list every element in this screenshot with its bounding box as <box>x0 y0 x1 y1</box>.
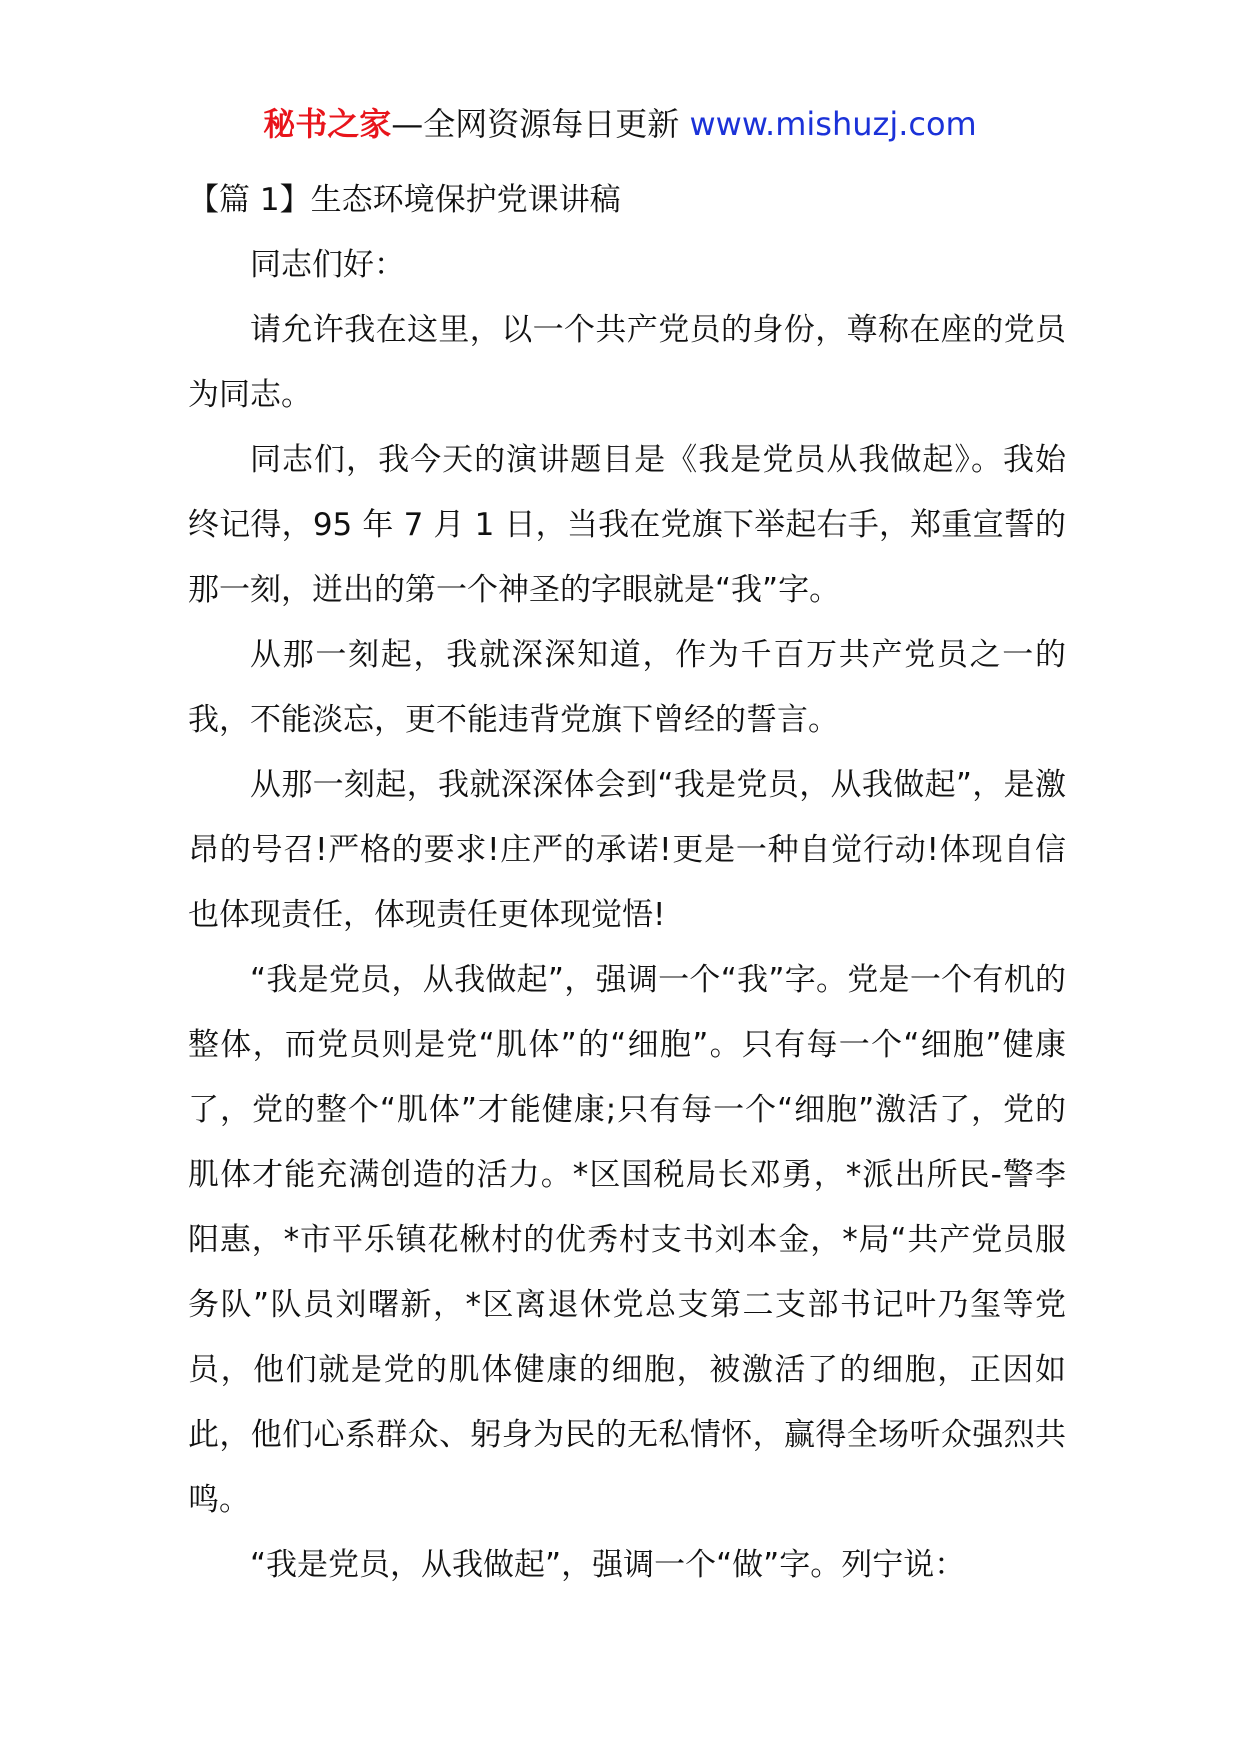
paragraph: 从那一刻起，我就深深知道，作为千百万共产党员之一的我，不能淡忘，更不能违背党旗下曾经的誓言。 <box>188 637 1066 738</box>
paragraph-greeting: 同志们好： <box>250 247 405 283</box>
paragraph: 请允许我在这里，以一个共产党员的身份，尊称在座的党员为同志。 <box>188 312 1066 413</box>
paragraph: “我是党员，从我做起”，强调一个“我”字。党是一个有机的整体，而党员则是党“肌体”的“细胞”。只有每一个“细胞”健康了，党的整个“肌体”才能健康;只有每一个“细胞”激活了，党的肌体才能充满创造的活力。*区国税局长邓勇，*派出所民-警李阳惠，*市平乐镇花楸村的优秀村支书刘本金，*局“共产党员服务队”队员刘曙新，*区离退休党总支第二支部书记叶乃玺等党员，他们就是党的肌体健康的细胞，被激活了的细胞，正因如此，他们心系群众、躬身为民的无私情怀，赢得全场听众强烈共鸣。 <box>188 962 1066 1518</box>
document-title: 【篇 1】生态环境保护党课讲稿 <box>188 182 621 218</box>
header-slogan: —全网资源每日更新 <box>391 105 690 143</box>
paragraph: “我是党员，从我做起”，强调一个“做”字。列宁说： <box>250 1547 966 1583</box>
document-body <box>188 168 1066 1598</box>
brand-name: 秘书之家 <box>263 105 392 143</box>
site-header <box>0 100 1240 148</box>
paragraph: 从那一刻起，我就深深体会到“我是党员，从我做起”，是激昂的号召!严格的要求!庄严的承诺!更是一种自觉行动!体现自信也体现责任，体现责任更体现觉悟! <box>188 767 1066 933</box>
site-url-link[interactable]: www.mishuzj.com <box>689 105 977 143</box>
paragraph: 同志们，我今天的演讲题目是《我是党员从我做起》。我始终记得，95 年 7 月 1 日，当我在党旗下举起右手，郑重宣誓的那一刻，迸出的第一个神圣的字眼就是“我”字。 <box>188 442 1066 608</box>
